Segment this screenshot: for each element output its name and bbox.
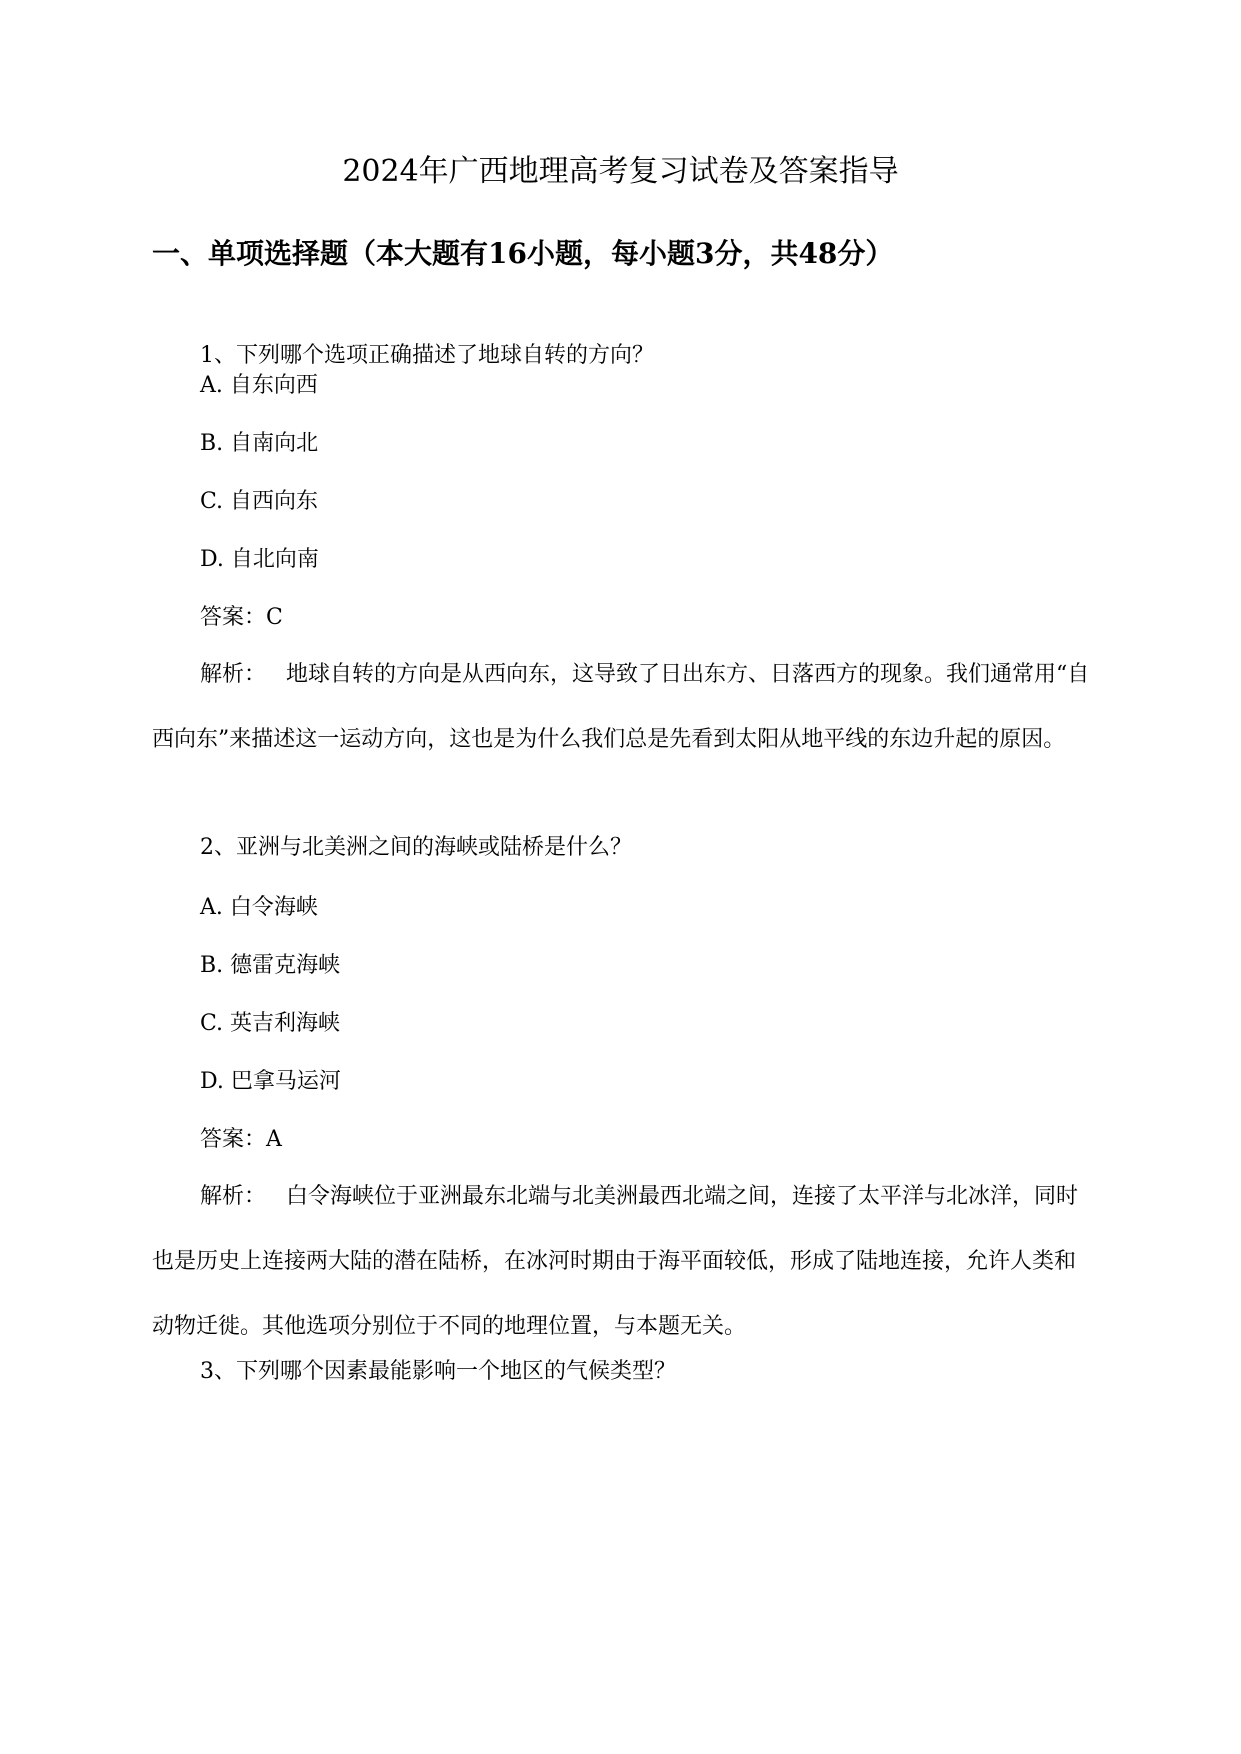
question-1-option-d: D. 自北向南 [200, 547, 319, 572]
question-2-option-c: C. 英吉利海峡 [200, 1011, 341, 1036]
analysis-text: 白令海峡位于亚洲最东北端与北美洲最西北端之间，连接了太平洋与北冰洋，同时也是历史上连接两大陆的潜在陆桥，在冰河时期由于海平面较低，形成了陆地连接，允许人类和动物迁徙。其他选项分别位于不同的地理位置，与本题无关。 [152, 1184, 1079, 1339]
question-1-option-a: A. 自东向西 [200, 373, 318, 398]
question-3-stem: 3、下列哪个因素最能影响一个地区的气候类型？ [200, 1359, 676, 1384]
question-2-answer: 答案：A [200, 1127, 282, 1152]
question-2-option-a: A. 白令海峡 [200, 895, 318, 920]
question-1-option-c: C. 自西向东 [200, 489, 319, 514]
section-heading: 一、单项选择题（本大题有16小题，每小题3分，共48分） [152, 237, 894, 270]
question-1-stem: 1、下列哪个选项正确描述了地球自转的方向？ [200, 343, 654, 368]
document-title: 2024年广西地理高考复习试卷及答案指导 [342, 154, 899, 189]
analysis-label: 解析： [200, 662, 267, 687]
question-1-analysis [152, 642, 1092, 772]
analysis-label: 解析： [200, 1184, 267, 1209]
question-1-option-b: B. 自南向北 [200, 431, 319, 456]
question-2-option-b: B. 德雷克海峡 [200, 953, 341, 978]
analysis-text: 地球自转的方向是从西向东，这导致了日出东方、日落西方的现象。我们通常用“自西向东”来描述这一运动方向，这也是为什么我们总是先看到太阳从地平线的东边升起的原因。 [152, 662, 1090, 752]
question-2-analysis [152, 1164, 1092, 1359]
question-2-option-d: D. 巴拿马运河 [200, 1069, 341, 1094]
question-1-answer: 答案：C [200, 605, 283, 630]
question-2-stem: 2、亚洲与北美洲之间的海峡或陆桥是什么？ [200, 835, 632, 860]
